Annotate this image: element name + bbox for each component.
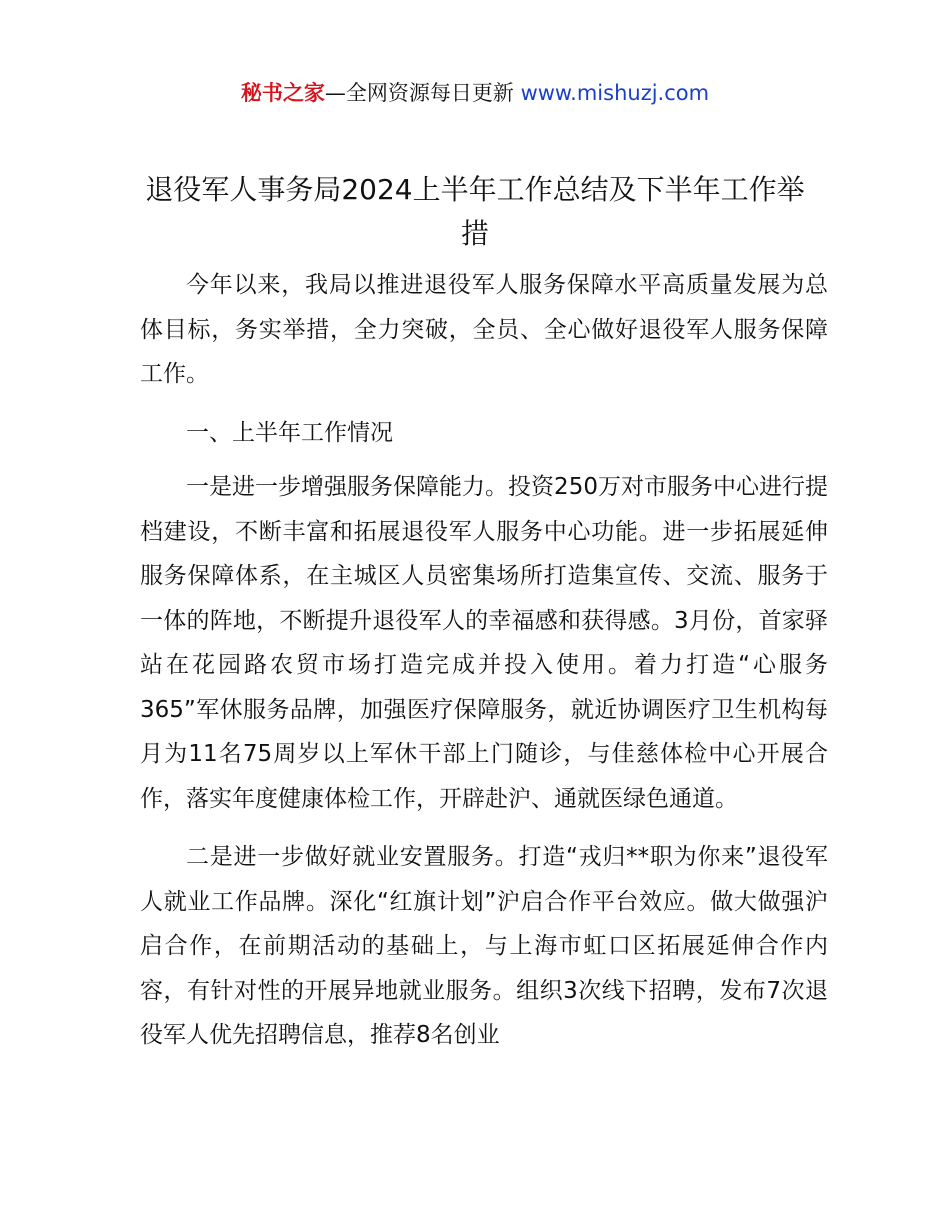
site-header <box>0 78 950 108</box>
body-paragraph: 二是进一步做好就业安置服务。打造“戎归**职为你来”退役军人就业工作品牌。深化“红旗计划”沪启合作平台效应。做大做强沪启合作，在前期活动的基础上，与上海市虹口区拓展延伸合作内容，有针对性的开展异地就业服务。组织3次线下招聘，发布7次退役军人优先招聘信息，推荐8名创业 <box>140 844 828 1048</box>
document-title: 退役军人事务局2024上半年工作总结及下半年工作举措 <box>145 173 805 250</box>
section-heading: 一、上半年工作情况 <box>186 419 393 446</box>
body-paragraph: 一是进一步增强服务保障能力。投资250万对市服务中心进行提档建设，不断丰富和拓展退役军人服务中心功能。进一步拓展延伸服务保障体系，在主城区人员密集场所打造集宣传、交流、服务于一体的阵地，不断提升退役军人的幸福感和获得感。3月份，首家驿站在花园路农贸市场打造完成并投入使用。着力打造“心服务365”军休服务品牌，加强医疗保障服务，就近协调医疗卫生机构每月为11名75周岁以上军休干部上门随诊，与佳慈体检中心开展合作，落实年度健康体检工作，开辟赴沪、通就医绿色通道。 <box>140 474 828 812</box>
intro-paragraph: 今年以来，我局以推进退役军人服务保障水平高质量发展为总体目标，务实举措，全力突破，全员、全心做好退役军人服务保障工作。 <box>140 272 828 387</box>
site-url-link[interactable]: www.mishuzj.com <box>520 81 710 105</box>
site-brand[interactable]: 秘书之家 <box>240 81 325 105</box>
document-body <box>140 263 828 1072</box>
site-tagline: —全网资源每日更新 <box>324 81 521 105</box>
